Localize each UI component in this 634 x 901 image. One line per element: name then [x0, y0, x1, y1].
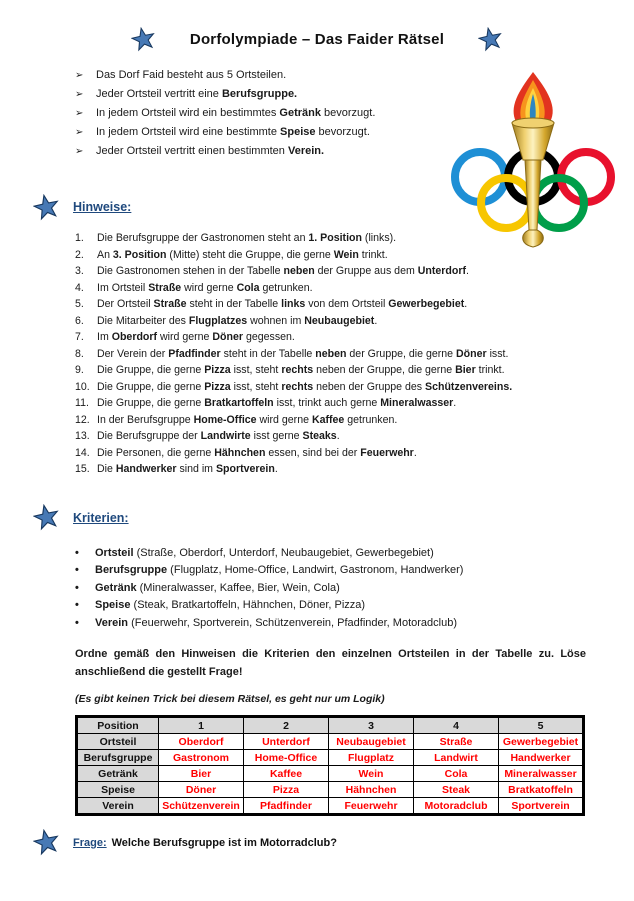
- text-segment: Döner: [212, 331, 244, 343]
- hint-text: [97, 280, 313, 297]
- text-segment: Der Verein der: [97, 347, 169, 360]
- table-corner-cell: Position: [77, 717, 159, 734]
- criteria-text: [95, 545, 434, 563]
- text-segment: Pfadfinder: [168, 347, 221, 360]
- text-segment: (links).: [361, 232, 397, 244]
- text-segment: Getränk: [279, 107, 321, 119]
- table-row: [77, 750, 584, 766]
- table-cell: Gastronom: [159, 750, 244, 766]
- instruction-paragraph: Ordne gemäß den Hinweisen die Kriterien den einzelnen Ortsteilen in der Tabelle zu. Löse anschließend die gestellt Frage!: [75, 648, 586, 678]
- hint-number: 7.: [75, 331, 84, 343]
- text-segment: bevorzugt.: [315, 126, 370, 138]
- table-cell: Mineralwasser: [499, 766, 584, 782]
- hint-text: [97, 346, 508, 363]
- criteria-text: [95, 562, 463, 580]
- text-segment: neben der Gruppe, die gerne: [313, 364, 456, 376]
- table-cell: Unterdorf: [244, 734, 329, 750]
- hint-item: [75, 395, 634, 412]
- frage-row: [33, 829, 634, 856]
- hinweise-heading: Hinweise:: [73, 200, 132, 214]
- text-segment: wird gerne: [157, 331, 213, 343]
- hint-text: [97, 428, 340, 445]
- table-cell: Kaffee: [244, 766, 329, 782]
- dot-bullet-icon: •: [75, 564, 79, 576]
- text-segment: .: [453, 397, 457, 409]
- arrow-bullet-icon: ➢: [75, 146, 84, 157]
- column-header: 4: [414, 717, 499, 734]
- text-segment: Landwirte: [200, 430, 251, 442]
- table-cell: Bratkatoffeln: [499, 782, 584, 798]
- text-segment: trinkt.: [475, 364, 505, 376]
- row-label: Verein: [77, 798, 159, 815]
- text-segment: Jeder Ortsteil vertritt einen bestimmten: [96, 145, 288, 157]
- text-segment: Die Mitarbeiter des: [97, 314, 189, 327]
- criteria-label: Getränk: [95, 581, 137, 594]
- hint-item: [75, 280, 634, 297]
- hint-text: [97, 362, 505, 379]
- criteria-list: [75, 545, 634, 633]
- criteria-label: Ortsteil: [95, 546, 134, 559]
- table-cell: Flugplatz: [329, 750, 414, 766]
- hint-number: 4.: [75, 281, 84, 294]
- text-segment: Die Personen, die gerne: [97, 446, 215, 459]
- table-cell: Landwirt: [414, 750, 499, 766]
- text-segment: Straße: [148, 281, 182, 294]
- hint-text: [97, 445, 417, 462]
- text-segment: wohnen im: [247, 314, 305, 327]
- table-row: [77, 734, 584, 750]
- hint-item: [75, 461, 634, 478]
- hint-text: [97, 313, 377, 330]
- criteria-label: Speise: [95, 599, 131, 611]
- text-segment: Sportverein: [215, 463, 275, 475]
- table-cell: Neubaugebiet: [329, 734, 414, 750]
- hint-number: 1.: [75, 232, 84, 244]
- hint-number: 11.: [75, 397, 89, 409]
- text-segment: .: [413, 446, 417, 459]
- text-segment: .: [464, 298, 468, 310]
- note-paragraph: (Es gibt keinen Trick bei diesem Rätsel, es geht nur um Logik): [75, 693, 385, 705]
- text-segment: Die Berufsgruppe der: [97, 430, 201, 442]
- text-segment: von dem Ortsteil: [305, 298, 389, 310]
- hint-text: [97, 329, 295, 346]
- text-segment: essen, sind bei der: [265, 446, 361, 459]
- criteria-item: [75, 562, 634, 580]
- column-header: 1: [159, 717, 244, 734]
- table-cell: Pizza: [244, 782, 329, 798]
- hint-item: [75, 379, 634, 396]
- page-title: Dorfolympiade – Das Faider Rätsel: [189, 30, 445, 48]
- text-segment: gegessen.: [243, 331, 295, 343]
- hint-item: [75, 329, 634, 346]
- text-segment: Home-Office: [193, 413, 257, 426]
- text-segment: neben: [315, 347, 347, 360]
- text-segment: .: [274, 463, 278, 475]
- text-segment: Die Gruppe, die gerne: [97, 364, 205, 376]
- intro-bullet-text: [96, 85, 297, 104]
- text-segment: Der Ortsteil: [97, 298, 154, 310]
- row-label: Getränk: [77, 766, 159, 782]
- hint-number: 13.: [75, 430, 90, 442]
- hint-item: [75, 445, 634, 462]
- dot-bullet-icon: •: [75, 581, 79, 594]
- text-segment: getrunken.: [259, 281, 313, 294]
- text-segment: neben der Gruppe des: [313, 380, 426, 393]
- table-cell: Steak: [414, 782, 499, 798]
- table-row: [77, 766, 584, 782]
- criteria-item: [75, 545, 634, 563]
- text-segment: wird gerne: [256, 413, 312, 426]
- column-header: 5: [499, 717, 584, 734]
- text-segment: In jedem Ortsteil wird ein bestimmtes: [96, 107, 280, 119]
- dot-bullet-icon: •: [75, 546, 79, 559]
- table-row: [77, 782, 584, 798]
- text-segment: .: [466, 265, 469, 277]
- hint-text: [97, 412, 397, 429]
- kriterien-section-head: [33, 504, 634, 532]
- frage-question: Welche Berufsgruppe ist im Motorradclub?: [111, 836, 337, 849]
- criteria-options: (Mineralwasser, Kaffee, Bier, Wein, Cola): [136, 581, 340, 594]
- arrow-bullet-icon: ➢: [75, 127, 84, 138]
- criteria-options: (Feuerwehr, Sportverein, Schützenverein, Pfadfinder, Motoradclub): [128, 616, 457, 629]
- criteria-item: [75, 580, 634, 598]
- text-segment: isst.: [486, 347, 509, 360]
- hint-item: [75, 346, 634, 363]
- criteria-item: [75, 597, 634, 615]
- table-cell: Oberdorf: [159, 734, 244, 750]
- table-cell: Feuerwehr: [329, 798, 414, 815]
- table-cell: Cola: [414, 766, 499, 782]
- hint-number: 8.: [75, 347, 84, 360]
- text-segment: rechts: [281, 364, 314, 376]
- text-segment: Gewerbegebiet: [388, 298, 465, 310]
- hint-number: 12.: [75, 413, 90, 426]
- hint-text: [97, 461, 278, 478]
- text-segment: Bratkartoffeln: [204, 397, 274, 409]
- frage-label: Frage:: [73, 836, 107, 849]
- text-segment: (Mitte) steht die Gruppe, die gerne: [166, 248, 334, 261]
- table-cell: Döner: [159, 782, 244, 798]
- text-segment: Flugplatzes: [188, 314, 248, 327]
- hint-item: [75, 412, 634, 429]
- text-segment: Wein: [333, 248, 359, 261]
- text-segment: Hähnchen: [214, 446, 266, 459]
- text-segment: isst, steht: [230, 364, 282, 376]
- criteria-item: [75, 615, 634, 633]
- text-segment: der Gruppe aus dem: [314, 265, 418, 277]
- column-header: 2: [244, 717, 329, 734]
- text-segment: Oberdorf: [111, 331, 158, 343]
- text-segment: Döner: [456, 347, 487, 360]
- table-cell: Handwerker: [499, 750, 584, 766]
- criteria-options: (Straße, Oberdorf, Unterdorf, Neubaugebiet, Gewerbegebiet): [133, 546, 434, 559]
- text-segment: der Gruppe, die gerne: [346, 347, 457, 360]
- text-segment: Kaffee: [311, 413, 345, 426]
- text-segment: Die Gruppe, die gerne: [97, 380, 205, 393]
- table-cell: Wein: [329, 766, 414, 782]
- hint-number: 2.: [75, 248, 84, 261]
- table-cell: Bier: [159, 766, 244, 782]
- text-segment: bevorzugt.: [320, 107, 376, 119]
- arrow-bullet-icon: ➢: [75, 89, 84, 100]
- column-header: 3: [329, 717, 414, 734]
- hint-text: [97, 296, 467, 313]
- text-segment: getrunken.: [344, 413, 398, 426]
- row-label: Ortsteil: [77, 734, 159, 750]
- text-segment: Schützenvereins.: [425, 380, 513, 393]
- text-segment: Cola: [236, 281, 260, 294]
- text-segment: links: [281, 298, 306, 310]
- arrow-bullet-icon: ➢: [75, 108, 84, 119]
- hint-number: 9.: [75, 364, 84, 376]
- hint-text: [97, 247, 388, 264]
- text-segment: Die Berufsgruppe der Gastronomen steht an: [97, 232, 309, 244]
- text-segment: Mineralwasser: [380, 397, 454, 409]
- star-icon: [33, 504, 60, 531]
- table-cell: Gewerbegebiet: [499, 734, 584, 750]
- table-cell: Home-Office: [244, 750, 329, 766]
- text-segment: Berufsgruppe.: [221, 88, 298, 100]
- hint-number: 14.: [75, 446, 90, 459]
- criteria-label: Verein: [95, 616, 129, 629]
- text-segment: 3. Position: [112, 248, 167, 261]
- text-segment: Verein.: [287, 145, 325, 157]
- arrow-bullet-icon: ➢: [75, 70, 84, 81]
- solution-table: [75, 715, 585, 816]
- table-cell: Sportverein: [499, 798, 584, 815]
- table-cell: Straße: [414, 734, 499, 750]
- dot-bullet-icon: •: [75, 599, 79, 611]
- text-segment: Speise: [280, 126, 316, 138]
- text-segment: Die: [97, 463, 116, 475]
- text-segment: steht in der Tabelle: [220, 347, 316, 360]
- table-cell: Motoradclub: [414, 798, 499, 815]
- text-segment: In der Berufsgruppe: [97, 413, 194, 426]
- row-label: Berufsgruppe: [77, 750, 159, 766]
- text-segment: Pizza: [204, 364, 231, 376]
- criteria-label: Berufsgruppe: [95, 564, 168, 576]
- hint-item: [75, 296, 634, 313]
- hint-number: 10.: [75, 380, 90, 393]
- hint-number: 3.: [75, 265, 84, 277]
- hint-text: [97, 379, 512, 396]
- text-segment: wird gerne: [181, 281, 237, 294]
- text-segment: In jedem Ortsteil wird eine bestimmte: [96, 126, 281, 138]
- table-cell: Pfadfinder: [244, 798, 329, 815]
- criteria-text: [95, 615, 457, 633]
- text-segment: Pizza: [204, 380, 231, 393]
- criteria-text: [95, 597, 365, 615]
- hint-text: [97, 395, 456, 412]
- text-segment: Feuerwehr: [360, 446, 414, 459]
- intro-bullet-text: [96, 66, 286, 85]
- hint-number: 6.: [75, 314, 84, 327]
- hint-item: [75, 428, 634, 445]
- frage-text: [73, 837, 337, 849]
- text-segment: Jeder Ortsteil vertritt eine: [96, 88, 222, 100]
- text-segment: .: [336, 430, 340, 442]
- table-header-row: [77, 717, 584, 734]
- text-segment: 1. Position: [308, 232, 362, 244]
- text-segment: steht in der Tabelle: [186, 298, 282, 310]
- olympic-torch-image: [446, 70, 620, 268]
- hint-number: 5.: [75, 298, 84, 310]
- dot-bullet-icon: •: [75, 616, 79, 629]
- table-cell: Schützenverein: [159, 798, 244, 815]
- text-segment: Straße: [153, 298, 187, 310]
- intro-bullet-text: [96, 142, 324, 161]
- intro-bullet-text: [96, 123, 370, 142]
- criteria-text: [95, 580, 340, 598]
- table-cell: Hähnchen: [329, 782, 414, 798]
- text-segment: Handwerker: [115, 463, 177, 475]
- table-row: [77, 798, 584, 815]
- star-icon: [131, 27, 156, 52]
- text-segment: Unterdorf: [417, 265, 467, 277]
- criteria-options: (Flugplatz, Home-Office, Landwirt, Gastronom, Handwerker): [167, 564, 464, 576]
- text-segment: Die Gastronomen stehen in der Tabelle: [97, 265, 284, 277]
- kriterien-heading: Kriterien:: [73, 510, 129, 525]
- star-icon: [33, 829, 60, 856]
- row-label: Speise: [77, 782, 159, 798]
- text-segment: trinkt.: [358, 248, 388, 261]
- text-segment: Neubaugebiet: [304, 314, 375, 327]
- text-segment: neben: [283, 265, 315, 277]
- text-segment: Steaks: [302, 430, 337, 442]
- text-segment: isst, trinkt auch gerne: [273, 397, 381, 409]
- hint-text: [97, 230, 396, 247]
- text-segment: sind im: [176, 463, 216, 475]
- hint-item: [75, 313, 634, 330]
- text-segment: Im: [97, 331, 112, 343]
- text-segment: An: [97, 248, 113, 261]
- hint-item: [75, 362, 634, 379]
- text-segment: isst gerne: [250, 430, 303, 442]
- text-segment: isst, steht: [230, 380, 282, 393]
- text-segment: Das Dorf Faid besteht aus 5 Ortsteilen.: [96, 69, 287, 81]
- intro-bullet-text: [96, 104, 375, 123]
- text-segment: Die Gruppe, die gerne: [97, 397, 205, 409]
- torch-flame: [514, 72, 553, 122]
- star-icon: [33, 194, 60, 221]
- text-segment: Bier: [455, 364, 476, 376]
- text-segment: Im Ortsteil: [97, 281, 149, 294]
- title-row: [0, 26, 634, 52]
- text-segment: .: [374, 314, 378, 327]
- text-segment: rechts: [281, 380, 314, 393]
- hint-number: 15.: [75, 463, 90, 475]
- star-icon: [478, 27, 503, 52]
- hint-text: [97, 263, 469, 280]
- criteria-options: (Steak, Bratkartoffeln, Hähnchen, Döner, Pizza): [130, 599, 366, 611]
